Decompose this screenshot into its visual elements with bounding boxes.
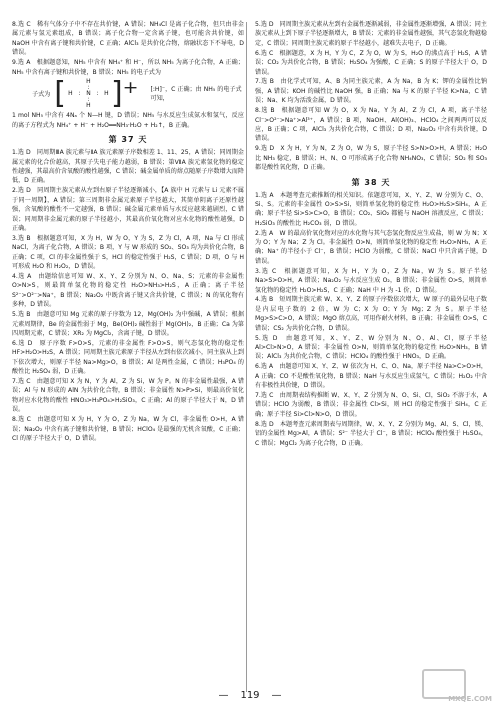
watermark-logo	[414, 669, 492, 703]
answer-paragraph: 7.选 C 由题意可知 X 为 N，Y 为 Al，Z 为 Si，W 为 P。N 的非金属性最强，A 错误；Al 与 N 形成的 AlN 为共价化合物，B 错误；非金属性 N>P>Si，则最高价氧化物对应水化物的酸性 HNO₃>H₃PO₄>H₂SiO₃，C 正确；Al 的原子半径大于 N，D 错误。	[12, 378, 244, 414]
answer-paragraph: 8.选 C 由题意可知 X 为 H，Y 为 O，Z 为 Na，W 为 Cl，非金属性 O>H，A 错误；Na₂O₂ 中含有离子键和共价键，B 错误；HClO₄ 是最强的无机含氧酸，C 正确；Cl 的原子半径大于 O，D 错误。	[12, 416, 244, 442]
answer-paragraph: 1 mol NH₅ 中含有 4Nₐ 个 N—H 键，D 错误；NH₅ 与水反应生成氨水和氢气，反应的离子方程式为 NH₄⁺ + H⁻ + H₂O══NH₃·H₂O + H₂↑，B 正确。	[12, 112, 244, 129]
answer-paragraph: 9.选 D X 为 H，Y 为 N，Z 为 O，W 为 S，原子半径 S>N>O>H，A 错误；H₂O 比 NH₃ 稳定，B 错误；H、N、O 可形成离子化合物 NH₄NO₃，C 错误；SO₂ 和 SO₃ 都是酸性氧化物，D 正确。	[255, 145, 487, 172]
answer-paragraph: 4.选 A 由题给信息可知 W、X、Y、Z 分别为 N、O、Na、S；元素的非金属性 O>N>S，则最简单氢化物的稳定性 H₂O>NH₃>H₂S，A 正确；离子半径 S²⁻>O²⁻>Na⁺，B 错误；Na₂O₂ 中既含离子键又含共价键，C 错误；N 的氧化物有多种，D 错误。	[12, 273, 244, 309]
answer-paragraph: 2.选 A W 的最高价氧化物对应的水化物与其气态氢化物反应生成盐，则 W 为 N；X 为 O；Y 为 Na；Z 为 Cl。非金属性 O>N，则简单氢化物的稳定性 H₂O>NH₃，A 正确；Na⁺ 的半径小于 Cl⁻，B 错误；HClO 为弱酸，C 错误；NaCl 中只含离子键，D 错误。	[255, 229, 487, 265]
nh4-electron-dot-diagram: H : H : N : H : H	[68, 78, 109, 110]
watermark-text: MXQE.COM	[448, 695, 492, 703]
answer-paragraph: 1.选 A 本题考查元素推断的相关知识。依题意可知，X、Y、Z、W 分别为 C、O、Si、S。元素的非金属性 O>S>Si，则简单氢化物的稳定性 H₂O>H₂S>SiH₄，A 正确；原子半径 Si>S>C>O，B 错误；CO₂、SiO₂ 都能与 NaOH 溶液反应，C 错误；H₂SiO₃ 的酸性比 H₂CO₃ 弱，D 错误。	[255, 191, 487, 227]
answer-paragraph: 6.选 D 原子序数 F>O>S，元素的非金属性 F>O>S，则气态氢化物的稳定性 HF>H₂O>H₂S，A 错误；同周期主族元素原子半径从左到右依次减小，同主族从上到下依次增大，则原子半径 Na>Mg>O，B 错误；Al 是两性金属，C 错误；H₃PO₄ 的酸性比 H₂SO₄ 弱，D 正确。	[12, 339, 244, 376]
page-number: — 119 —	[218, 690, 282, 701]
answer-paragraph: 7.选 C 由周期表结构推断 W、X、Y、Z 分别为 N、O、Si、Cl，SiO₂ 不溶于水，A 错误；HClO 为弱酸，B 错误；非金属性 Cl>Si，则 HCl 的稳定性强于 SiH₄，C 正确；原子半径 Si>Cl>N>O，D 错误。	[255, 392, 487, 418]
day-38-title: 第 38 天	[351, 177, 391, 187]
answer-paragraph: 8.选 C 稀有气体分子中不存在共价键，A 错误；NH₄Cl 是离子化合物，但只由非金属元素与氢元素组成，B 错误；离子化合物一定含离子键，也可能含共价键，如 NaOH 中含有离子键和共价键，C 正确；AlCl₃ 是共价化合物，熔融状态下不导电，D 错误。	[12, 21, 244, 57]
answer-paragraph: 7.选 B 由化学式可知，A、B 为同主族元素，A 为 Na，B 为 K；钾的金属性比钠强，A 错误；KOH 的碱性比 NaOH 强，B 正确；Na 与 K 的原子半径 K>Na，C 错误；Na、K 均为活泼金属，D 错误。	[255, 78, 487, 105]
answer-paragraph: 5.选 D 由题意可知，X、Y、Z、W 分别为 N、O、Al、Cl，原子半径 Al>Cl>N>O，A 错误；非金属性 O>N，则简单氢化物的稳定性 H₂O>NH₃，B 错误；AlCl₃ 为共价化合物，C 错误；HClO₄ 的酸性强于 HNO₃，D 正确。	[255, 334, 487, 361]
bracket-right: ]⁺	[110, 76, 139, 112]
formula-after-text: [:H]⁻，C 正确；由 NH₅ 的电子式可知，	[150, 86, 242, 103]
answer-paragraph: 6.选 C 根据题意，X 为 H，Y 为 C，Z 为 O，W 为 S，H₂O 的沸点高于 H₂S，A 错误；CO₂ 为共价化合物，B 错误；H₂SO₄ 为强酸，C 正确；S 的原子半径大于 O，D 错误。	[255, 49, 487, 76]
column-divider	[246, 22, 247, 692]
left-top-answers	[12, 20, 244, 77]
answer-paragraph: 3.选 B 根据题意可知，X 为 H，W 为 O，Y 为 S，Z 为 Cl，A 项，Na 与 Cl 形成 NaCl，为离子化合物，A 错误；B 项，Y 与 W 形成的 SO₂、SO₃ 均为共价化合物，B 正确；C 项，Cl 的非金属性强于 S，HCl 的稳定性强于 H₂S，C 错误；D 项，O 与 H 可形成 H₂O 和 H₂O₂，D 错误。	[12, 234, 244, 271]
answer-paragraph: 3.选 C 根据题意可知，X 为 H，Y 为 O，Z 为 Na，W 为 S。原子半径 Na>S>O>H，A 错误；Na₂O₂ 与水反应生成 O₂，B 错误；非金属性 O>S，则简单氢化物的稳定性 H₂O>H₂S，C 正确；NaH 中 H 为 -1 价，D 错误。	[255, 267, 487, 294]
answer-paragraph: 6.选 A 由题意可知 X、Y、Z、W 依次为 H、C、O、Na，原子半径 Na>C>O>H，A 正确；CO 不是酸性氧化物，B 错误；NaH 与水反应生成氢气，C 错误；H₂O₂ 中含有非极性共价键，D 错误。	[255, 363, 487, 390]
left-column	[12, 20, 244, 444]
right-top-answers	[255, 20, 487, 173]
day-38-answers	[255, 191, 487, 448]
day-37-title: 第 37 天	[108, 135, 148, 145]
answer-paragraph: 8.选 D 本题考查元素周期表与周期律，W、X、Y、Z 分别为 Mg、Al、S、Cl，镁、铝的金属性 Mg>Al，A 错误；S²⁻ 半径大于 Cl⁻，B 错误；HClO₄ 酸性强于 H₂SO₄，C 错误；MgCl₂ 为离子化合物，D 正确。	[255, 420, 487, 447]
day-37-answers	[12, 148, 244, 443]
formula-label: 子式为	[32, 90, 51, 98]
left-after-formula-answers	[12, 111, 244, 130]
bracket-left: [	[54, 76, 66, 112]
answer-paragraph: 5.选 B 由题意可知 Mg 元素的原子序数为 12，Mg(OH)₂ 为中强碱，A 错误；根据元素周期律，Be 的金属性弱于 Mg，Be(OH)₂ 碱性弱于 Mg(OH)₂，B 正确；Ca 为第四周期元素，C 错误；XR₂ 为 MgCl₂，含离子键，D 错误。	[12, 311, 244, 337]
electron-formula	[12, 77, 244, 111]
answer-paragraph: 5.选 D 同周期主族元素从左到右金属性逐渐减弱，非金属性逐渐增强，A 错误；同主族元素从上到下原子半径逐渐增大，B 错误；元素的非金属性越强，其气态氢化物越稳定，C 错误；同周期主族元素的原子半径越小，越难失去电子，D 正确。	[255, 21, 487, 47]
answer-paragraph: 1.选 D 同周期ⅢA 族元素与ⅡA 族元素原子序数相差 1、11、25，A 错误；同周期金属元素的化合价越高，其原子失电子能力越弱，B 错误；第ⅦA 族元素氢化物的稳定性越强，其最高价含氧酸的酸性越强，C 错误；碱金属单质的熔点随原子序数增大而降低，D 正确。	[12, 149, 244, 185]
answer-paragraph: 9.选 A 根据题意知，NH₅ 中含有 NH₄⁺ 和 H⁻，所以 NH₅ 为离子化合物，A 正确；NH₅ 中含有离子键和共价键，B 错误；NH₅ 的电子式为	[12, 59, 244, 76]
answer-paragraph: 2.选 D 同周期主族元素从左到右原子半径逐渐减小，【A 族中 H 元素与 Li 元素不属于同一周期】，A 错误；第三周期非金属元素原子半径越大，其简单阴离子还原性越强，含氧酸的酸性不一定越强，B 错误；碱金属元素单质与水反应越来越剧烈，C 错误；同周期非金属元素的原子半径越小，其最高价氧化物对应水化物的酸性越强，D 正确。	[12, 187, 244, 232]
right-column	[255, 20, 487, 448]
answer-paragraph: 4.选 B 短周期主族元素 W、X、Y、Z 的原子序数依次增大，W 原子的最外层电子数是内层电子数的 2 倍，W 为 C；X 为 O；Y 为 Mg；Z 为 S。原子半径 Mg>S>C>O，A 错误；MgO 熔点高，可用作耐火材料，B 正确；非金属性 O>S，C 错误；CS₂ 为共价化合物，D 错误。	[255, 296, 487, 332]
answer-paragraph: 8.选 B 根据题意可知 W 为 O，X 为 Na，Y 为 Al，Z 为 Cl，A 项，离子半径 Cl⁻>O²⁻>Na⁺>Al³⁺，A 错误；B 项，NaOH、Al(OH)₃、HClO₄ 之间两两可以反应，B 正确；C 项，AlCl₃ 为共价化合物，C 错误；D 项，Na₂O₂ 中含有共价键，D 错误。	[255, 107, 487, 143]
